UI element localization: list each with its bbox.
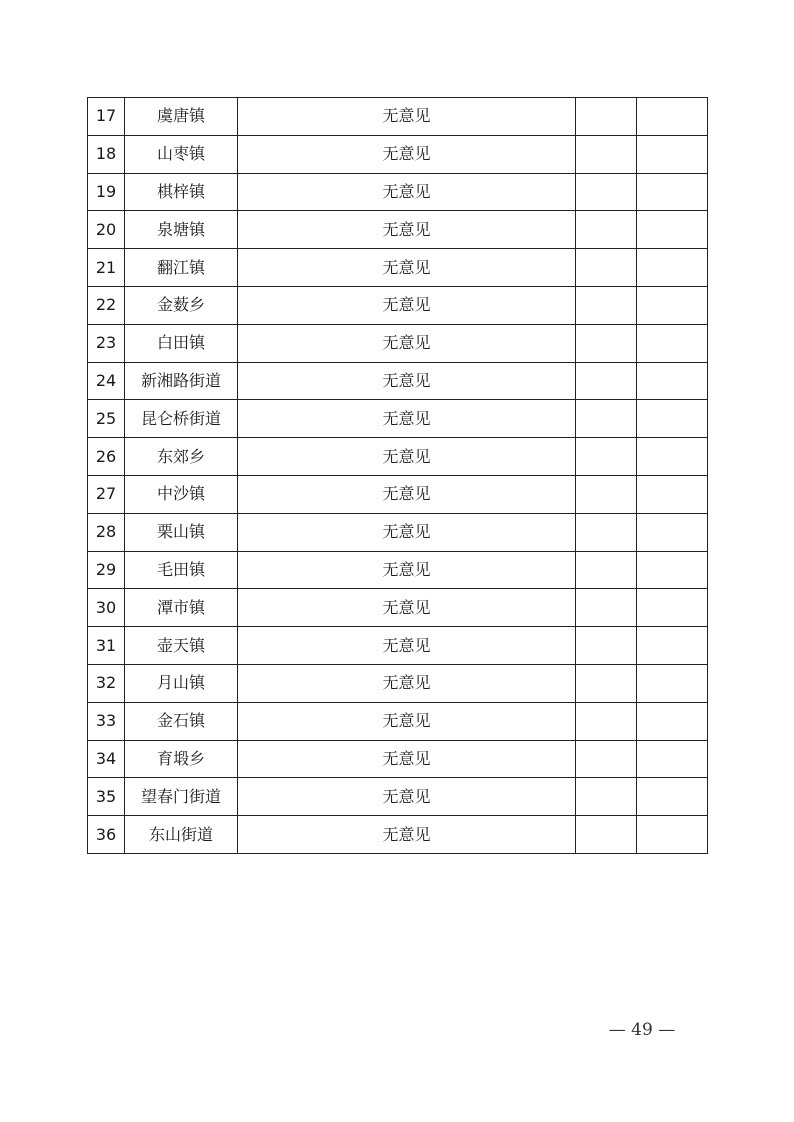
table-row bbox=[88, 249, 708, 287]
blank-cell-a bbox=[576, 551, 637, 589]
blank-cell-b bbox=[637, 286, 708, 324]
blank-cell-a bbox=[576, 438, 637, 476]
row-number-cell: 20 bbox=[88, 211, 125, 249]
blank-cell-b bbox=[637, 627, 708, 665]
row-number-cell: 27 bbox=[88, 475, 125, 513]
table-row bbox=[88, 98, 708, 136]
table-row bbox=[88, 778, 708, 816]
blank-cell-b bbox=[637, 324, 708, 362]
township-name-cell: 育塅乡 bbox=[125, 740, 238, 778]
township-name-cell: 栗山镇 bbox=[125, 513, 238, 551]
row-number-cell: 36 bbox=[88, 816, 125, 854]
row-number-cell: 19 bbox=[88, 173, 125, 211]
township-name-cell: 新湘路街道 bbox=[125, 362, 238, 400]
township-name-cell: 昆仑桥街道 bbox=[125, 400, 238, 438]
opinion-cell: 无意见 bbox=[238, 551, 576, 589]
blank-cell-b bbox=[637, 98, 708, 136]
blank-cell-a bbox=[576, 627, 637, 665]
table-row bbox=[88, 135, 708, 173]
row-number-cell: 34 bbox=[88, 740, 125, 778]
table-row bbox=[88, 740, 708, 778]
township-name-cell: 山枣镇 bbox=[125, 135, 238, 173]
blank-cell-b bbox=[637, 249, 708, 287]
blank-cell-b bbox=[637, 362, 708, 400]
row-number-cell: 25 bbox=[88, 400, 125, 438]
page-number: — 49 — bbox=[608, 1020, 676, 1040]
table-row bbox=[88, 627, 708, 665]
township-name-cell: 壶天镇 bbox=[125, 627, 238, 665]
blank-cell-a bbox=[576, 475, 637, 513]
blank-cell-b bbox=[637, 816, 708, 854]
row-number-cell: 22 bbox=[88, 286, 125, 324]
opinion-cell: 无意见 bbox=[238, 135, 576, 173]
township-name-cell: 中沙镇 bbox=[125, 475, 238, 513]
opinion-cell: 无意见 bbox=[238, 740, 576, 778]
opinion-table bbox=[87, 97, 708, 854]
row-number-cell: 24 bbox=[88, 362, 125, 400]
row-number-cell: 30 bbox=[88, 589, 125, 627]
blank-cell-a bbox=[576, 249, 637, 287]
row-number-cell: 18 bbox=[88, 135, 125, 173]
opinion-cell: 无意见 bbox=[238, 438, 576, 476]
blank-cell-b bbox=[637, 589, 708, 627]
row-number-cell: 35 bbox=[88, 778, 125, 816]
table-row bbox=[88, 664, 708, 702]
township-name-cell: 翻江镇 bbox=[125, 249, 238, 287]
table-row bbox=[88, 324, 708, 362]
blank-cell-a bbox=[576, 664, 637, 702]
opinion-cell: 无意见 bbox=[238, 98, 576, 136]
township-name-cell: 虞唐镇 bbox=[125, 98, 238, 136]
blank-cell-b bbox=[637, 475, 708, 513]
opinion-cell: 无意见 bbox=[238, 589, 576, 627]
opinion-cell: 无意见 bbox=[238, 627, 576, 665]
opinion-cell: 无意见 bbox=[238, 513, 576, 551]
township-name-cell: 棋梓镇 bbox=[125, 173, 238, 211]
township-name-cell: 毛田镇 bbox=[125, 551, 238, 589]
township-name-cell: 东山街道 bbox=[125, 816, 238, 854]
blank-cell-b bbox=[637, 740, 708, 778]
row-number-cell: 28 bbox=[88, 513, 125, 551]
table-row bbox=[88, 702, 708, 740]
blank-cell-a bbox=[576, 589, 637, 627]
blank-cell-a bbox=[576, 135, 637, 173]
opinion-cell: 无意见 bbox=[238, 286, 576, 324]
blank-cell-b bbox=[637, 438, 708, 476]
row-number-cell: 21 bbox=[88, 249, 125, 287]
opinion-cell: 无意见 bbox=[238, 362, 576, 400]
table-row bbox=[88, 286, 708, 324]
table-row bbox=[88, 438, 708, 476]
blank-cell-a bbox=[576, 286, 637, 324]
table-row bbox=[88, 362, 708, 400]
blank-cell-a bbox=[576, 324, 637, 362]
township-name-cell: 潭市镇 bbox=[125, 589, 238, 627]
blank-cell-a bbox=[576, 173, 637, 211]
blank-cell-a bbox=[576, 98, 637, 136]
table-row bbox=[88, 551, 708, 589]
row-number-cell: 32 bbox=[88, 664, 125, 702]
township-name-cell: 月山镇 bbox=[125, 664, 238, 702]
blank-cell-b bbox=[637, 778, 708, 816]
table-row bbox=[88, 173, 708, 211]
opinion-cell: 无意见 bbox=[238, 816, 576, 854]
opinion-cell: 无意见 bbox=[238, 778, 576, 816]
blank-cell-a bbox=[576, 362, 637, 400]
township-name-cell: 金薮乡 bbox=[125, 286, 238, 324]
row-number-cell: 33 bbox=[88, 702, 125, 740]
table-row bbox=[88, 513, 708, 551]
blank-cell-b bbox=[637, 702, 708, 740]
blank-cell-b bbox=[637, 551, 708, 589]
row-number-cell: 31 bbox=[88, 627, 125, 665]
table-row bbox=[88, 816, 708, 854]
opinion-cell: 无意见 bbox=[238, 249, 576, 287]
opinion-cell: 无意见 bbox=[238, 211, 576, 249]
blank-cell-b bbox=[637, 513, 708, 551]
opinion-cell: 无意见 bbox=[238, 664, 576, 702]
opinion-cell: 无意见 bbox=[238, 173, 576, 211]
opinion-cell: 无意见 bbox=[238, 702, 576, 740]
blank-cell-a bbox=[576, 778, 637, 816]
row-number-cell: 23 bbox=[88, 324, 125, 362]
blank-cell-b bbox=[637, 173, 708, 211]
blank-cell-a bbox=[576, 211, 637, 249]
table-row bbox=[88, 589, 708, 627]
blank-cell-b bbox=[637, 211, 708, 249]
township-name-cell: 望春门街道 bbox=[125, 778, 238, 816]
blank-cell-b bbox=[637, 664, 708, 702]
blank-cell-b bbox=[637, 135, 708, 173]
township-name-cell: 金石镇 bbox=[125, 702, 238, 740]
table-body bbox=[88, 98, 708, 854]
opinion-cell: 无意见 bbox=[238, 475, 576, 513]
blank-cell-a bbox=[576, 740, 637, 778]
township-name-cell: 白田镇 bbox=[125, 324, 238, 362]
opinion-cell: 无意见 bbox=[238, 400, 576, 438]
row-number-cell: 26 bbox=[88, 438, 125, 476]
table-row bbox=[88, 211, 708, 249]
table-row bbox=[88, 400, 708, 438]
blank-cell-a bbox=[576, 400, 637, 438]
row-number-cell: 17 bbox=[88, 98, 125, 136]
opinion-cell: 无意见 bbox=[238, 324, 576, 362]
table-row bbox=[88, 475, 708, 513]
blank-cell-b bbox=[637, 400, 708, 438]
blank-cell-a bbox=[576, 513, 637, 551]
blank-cell-a bbox=[576, 816, 637, 854]
blank-cell-a bbox=[576, 702, 637, 740]
township-name-cell: 东郊乡 bbox=[125, 438, 238, 476]
row-number-cell: 29 bbox=[88, 551, 125, 589]
township-name-cell: 泉塘镇 bbox=[125, 211, 238, 249]
